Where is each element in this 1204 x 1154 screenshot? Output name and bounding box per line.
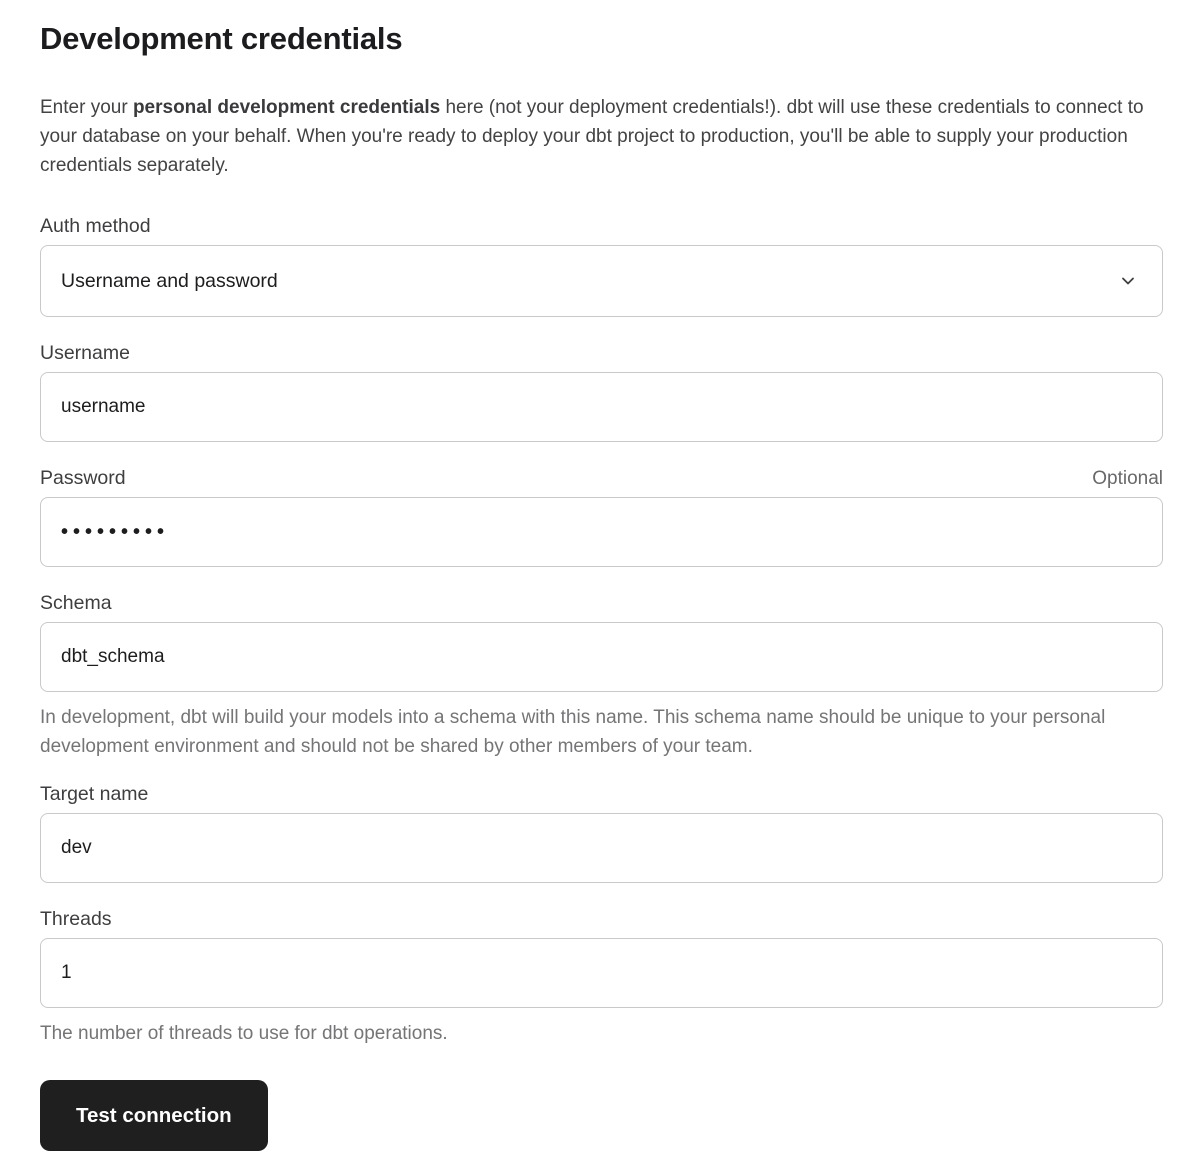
schema-help-text: In development, dbt will build your models into a schema with this name. This schema name should be unique to your personal development environment and should not be shared by other members of your team. — [40, 707, 1106, 757]
auth-method-selected-value: Username and password — [61, 269, 278, 292]
schema-label: Schema — [40, 592, 112, 614]
auth-method-select[interactable] — [40, 245, 1163, 317]
chevron-down-icon — [1118, 271, 1138, 291]
threads-help-text: The number of threads to use for dbt operations. — [40, 1023, 448, 1044]
target-name-field-group — [40, 783, 1163, 883]
intro-prefix: Enter your — [40, 97, 133, 118]
schema-field-group — [40, 592, 1163, 761]
intro-text — [40, 93, 1163, 180]
auth-method-label: Auth method — [40, 215, 151, 237]
threads-label: Threads — [40, 908, 112, 930]
password-field-group — [40, 467, 1163, 567]
target-name-label: Target name — [40, 783, 149, 805]
intro-bold-phrase: personal development credentials — [132, 97, 441, 118]
username-field-group — [40, 342, 1163, 442]
password-optional-tag: Optional — [1092, 468, 1163, 489]
auth-method-field — [40, 215, 1163, 317]
schema-input[interactable] — [40, 622, 1163, 692]
password-label-row — [40, 467, 1163, 490]
username-label: Username — [40, 342, 130, 364]
intro-suffix: here (not your deployment credentials!). dbt will use these credentials to connect to your database on your behalf. When you're ready to deploy your dbt project to production, you'll be able to supply your production credentials separately. — [40, 97, 1144, 176]
password-label: Password — [40, 467, 126, 489]
page-title: Development credentials — [40, 21, 403, 56]
threads-input[interactable] — [40, 938, 1163, 1008]
test-connection-button[interactable]: Test connection — [40, 1080, 268, 1151]
password-input[interactable] — [40, 497, 1163, 567]
target-name-input[interactable] — [40, 813, 1163, 883]
threads-field-group — [40, 908, 1163, 1048]
username-input[interactable] — [40, 372, 1163, 442]
